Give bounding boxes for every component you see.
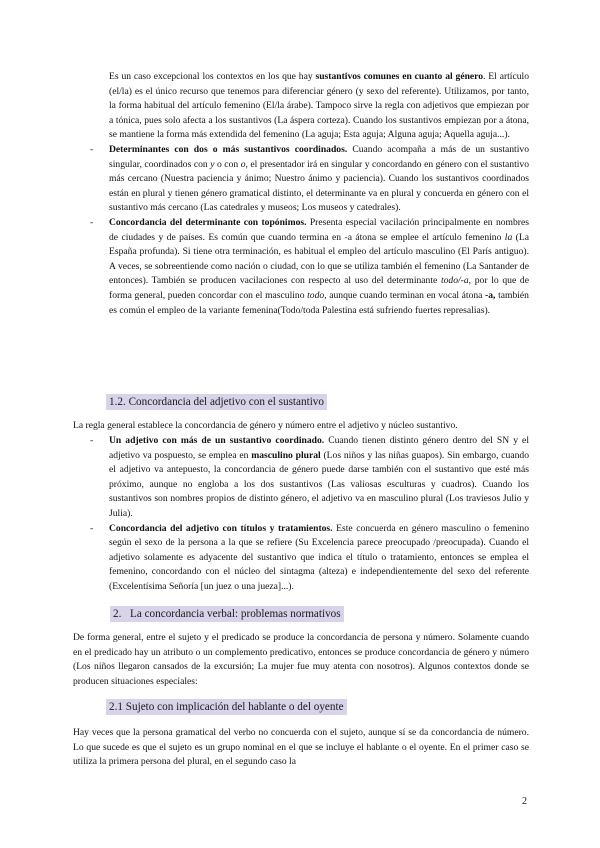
- list-item-adjetivo-coordinado: - Un adjetivo con más de un sustantivo coordinado. Cuando tienen distinto género dentro del SN y el adjetivo va pospuesto, se emplea en masculino plural (Los niños y las niñas guapos). Sin embargo, cuando el adjetivo va antepuesto, la concordancia de género puede darse también con el sustantivo que esté más próximo, aunque no engloba a los dos sustantivos (Las valiosas esculturas y cuadros). Cuando los sustantivos son nombres propios de distinto género, el adjetivo va en masculino plural (Los traviesos Julio y Julia).: [109, 434, 529, 522]
- sujeto-paragraph: Hay veces que la persona gramatical del verbo no concuerda con el sujeto, aunque sí se da concordancia de número. Lo que sucede es que el sujeto es un grupo nominal en el que se incluye el hablante o el oyente. En el primer caso se utiliza la primera persona del plural, en el segundo caso la: [73, 727, 529, 768]
- intro-paragraph: Es un caso excepcional los contextos en los que hay sustantivos comunes en cuanto al género. El artículo (el/la) es el único recurso que tenemos para diferenciar género (y sexo del referente). Utilizamos, por tanto, la forma habitual del artículo femenino (El/la árabe). Tampoco sirve la regla con adjetivos que empiezan por a tónica, pues solo afecta a los sustantivos (La áspera corteza). Cuando los sustantivos empiezan por a átona, se mantiene la forma más extendida del femenino (La aguja; Esta aguja; Alguna aguja; Aquella aguja...).: [109, 71, 529, 141]
- adjetivo-intro: [73, 419, 529, 434]
- section-heading-1-2: 1.2. Concordancia del adjetivo con el sustantivo: [106, 394, 327, 410]
- adjetivo-list: [109, 434, 529, 595]
- adjetivo-section: [109, 434, 529, 595]
- section-number: 2.: [113, 608, 122, 620]
- section-heading-2: [110, 606, 344, 622]
- determinantes-section: [109, 70, 529, 318]
- adjetivo-intro-paragraph: La regla general establece la concordancia de género y número entre el adjetivo y núcleo sustantivo.: [73, 420, 458, 431]
- verbal-intro: [73, 631, 529, 689]
- page-number: 2: [522, 796, 527, 807]
- list-item-titulos: - Concordancia del adjetivo con títulos y tratamientos. Este concuerda en género masculino o femenino según el sexo de la persona a la que se refiere (Su Excelencia parece preocupado /preocupada). Cuando el adjetivo solamente es adyacente del sustantivo que indica el título o tratamiento, entonces se emplea el femenino, concordando con el núcleo del sintagma (alteza) e independientemente del sexo del referente (Excelentísima Señoría [un juez o una jueza]...).: [109, 522, 529, 595]
- verbal-paragraph: De forma general, entre el sujeto y el predicado se produce la concordancia de persona y número. Solamente cuando en el predicado hay un atributo o un complemento predicativo, entonces se produce concordancia de género y número (Los niños llegaron cansados de la excursión; La mujer fue muy atenta con nosotros). Algunos contextos donde se producen situaciones especiales:: [73, 632, 529, 687]
- section-heading-2-1: 2.1 Sujeto con implicación del hablante o del oyente: [106, 699, 347, 715]
- sujeto-section: [73, 726, 529, 770]
- list-item-coordinados: - Determinantes con dos o más sustantivos coordinados. Cuando acompaña a más de un sustantivo singular, coordinados con y o con o, el presentador irá en singular y concordando en género con el sustantivo más cercano (Nuestra paciencia y ánimo; Nuestro ánimo y paciencia). Cuando los sustantivos coordinados están en plural y tienen género gramatical distinto, el determinante va en plural y concuerda en género con el sustantivo más cercano (Las catedrales y museos; Los museos y catedrales).: [109, 143, 529, 216]
- list-item-toponimos: - Concordancia del determinante con topónimos. Presenta especial vacilación principalmente en nombres de ciudades y de países. Es común que cuando termina en -a átona se emplee el artículo femenino la (La España profunda). Si tiene otra terminación, es habitual el empleo del artículo masculino (El París antiguo). A veces, se sobreentiende como nación o ciudad, con lo que se utiliza también el femenino (La Santander de entonces). También se producen vacilaciones con respecto al uso del determinante todo/-a, por lo que de forma general, pueden concordar con el masculino todo, aunque cuando terminan en vocal átona -a, también es común el empleo de la variante femenina(Todo/toda Palestina está sufriendo fuertes represalias).: [109, 216, 529, 318]
- section-title: La concordancia verbal: problemas normativos: [130, 608, 341, 620]
- determinantes-list: [109, 143, 529, 318]
